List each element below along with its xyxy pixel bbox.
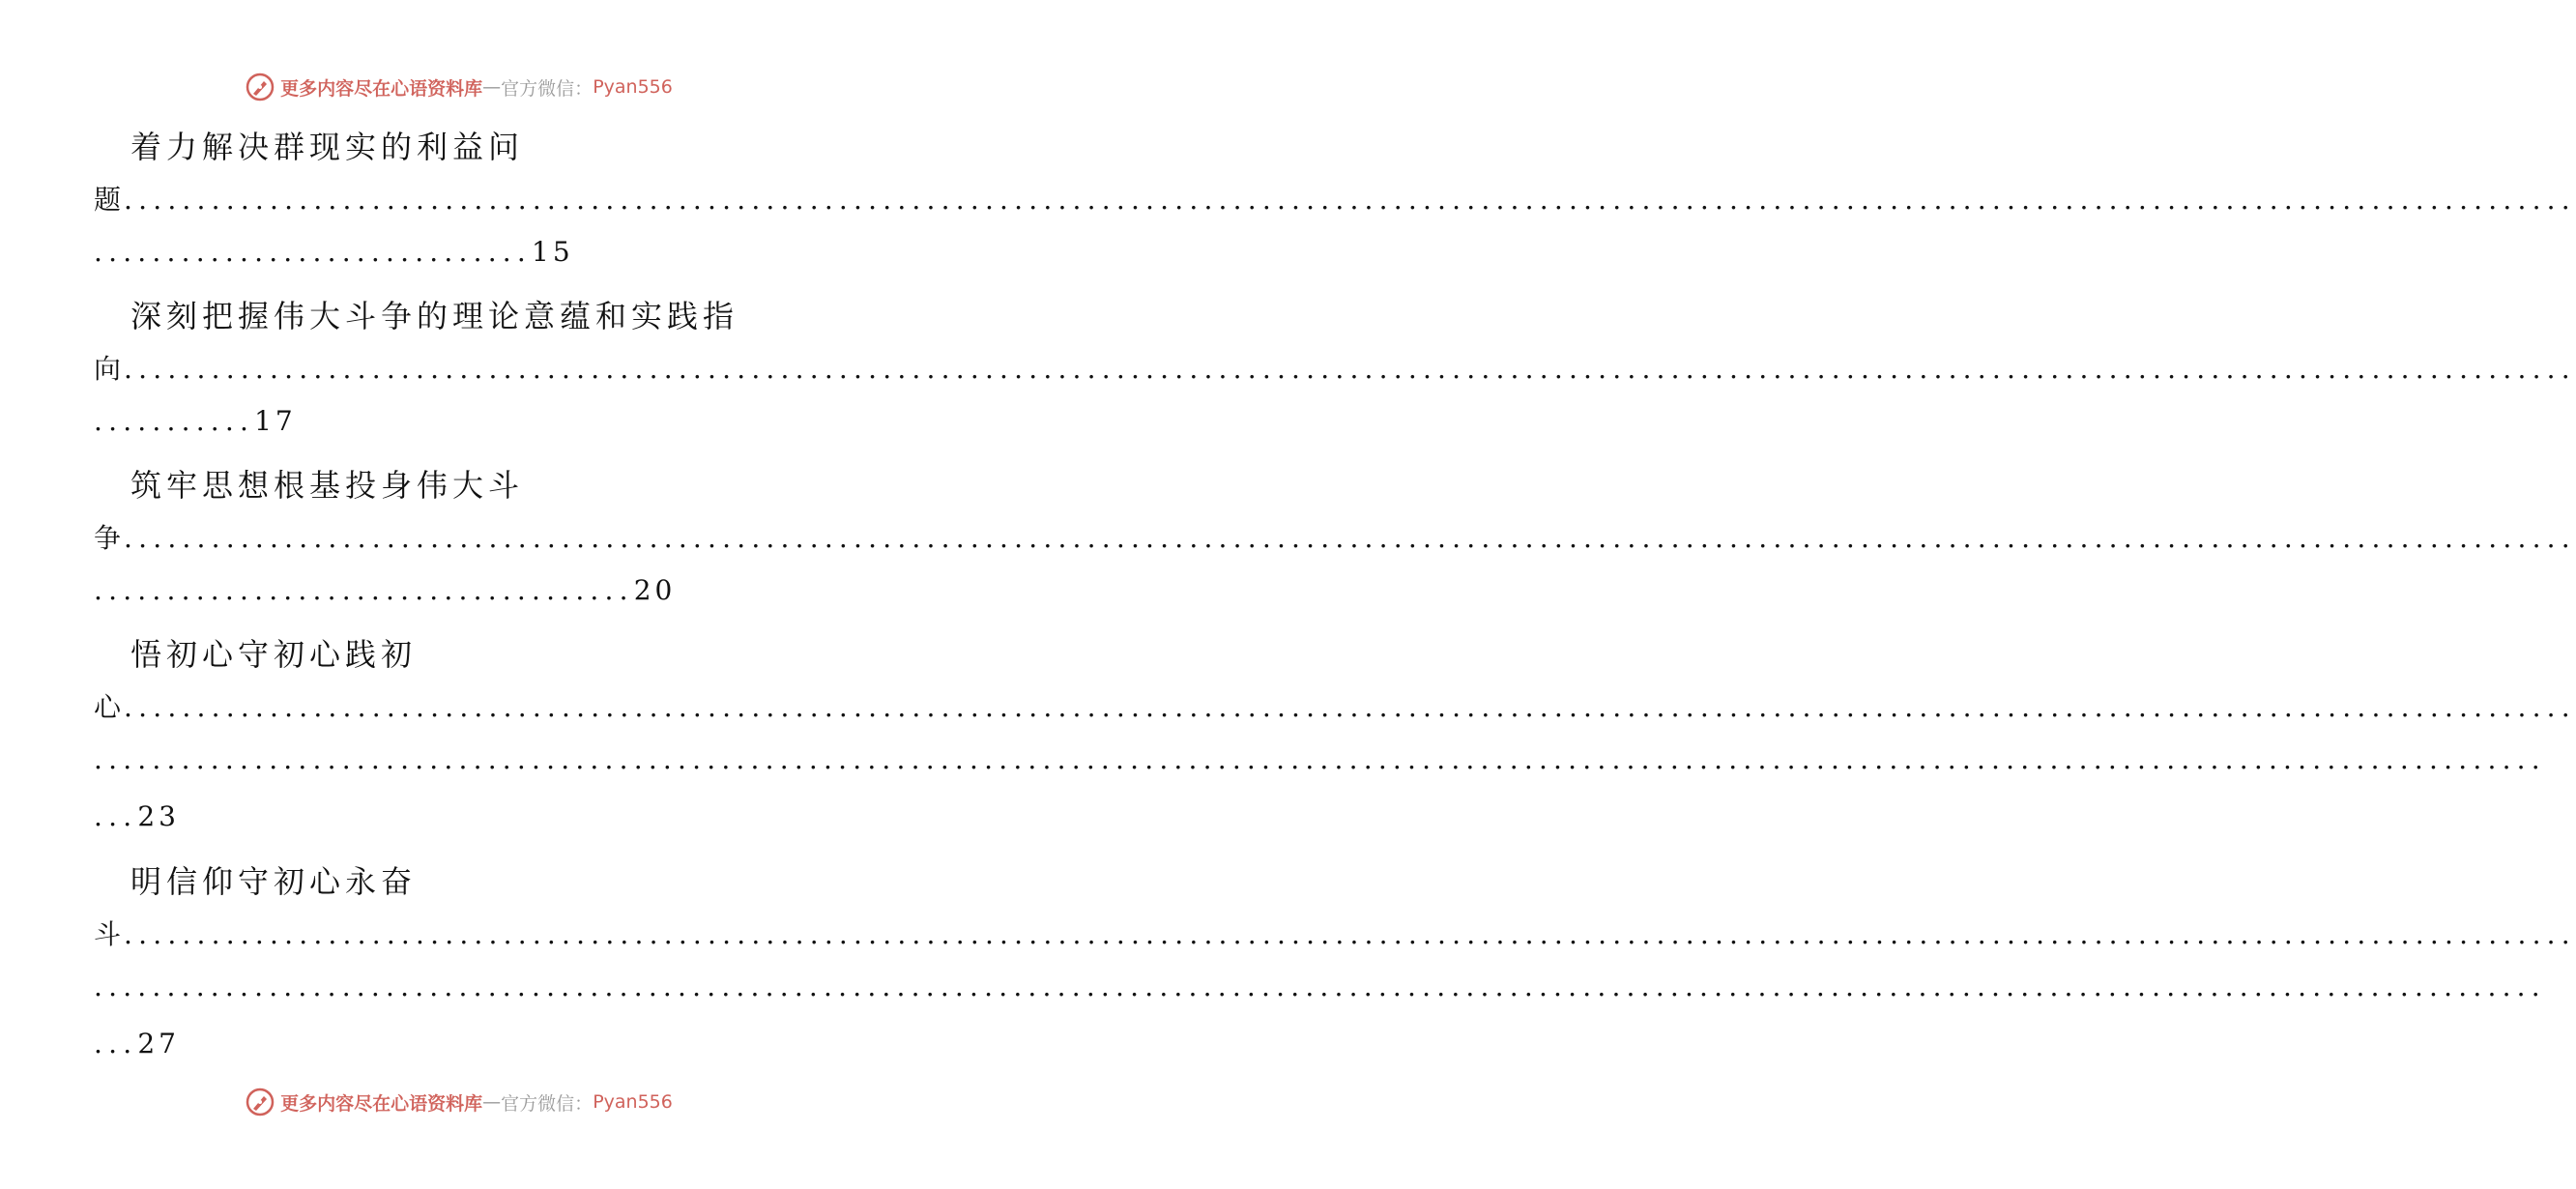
banner-wechat-id: Pyan556 — [593, 76, 673, 98]
toc-leader-line — [94, 914, 2576, 952]
toc-leader-dots: ........................................................................................................................................................................ — [94, 743, 2546, 775]
banner-wechat-id: Pyan556 — [593, 1091, 673, 1113]
banner-site-text: 更多内容尽在心语资料库 — [280, 1092, 483, 1115]
toc-leader-dots: ..................................... — [94, 574, 634, 606]
toc-leader-line-2 — [94, 405, 297, 444]
toc-leader-line — [94, 686, 2576, 725]
pen-logo-icon — [246, 72, 275, 102]
toc-leader-line-2 — [94, 971, 2546, 1009]
toc-leader-dots: ........................................................................................................................................................................ — [124, 918, 2576, 950]
toc-entry-lead-char: 争 — [94, 522, 125, 554]
toc-leader-line — [94, 348, 2576, 387]
banner-official-label: 官方微信： — [501, 77, 593, 100]
toc-entry-lead-char: 心 — [94, 691, 125, 723]
toc-leader-dots: ... — [94, 800, 138, 832]
toc-leader-line-3 — [94, 800, 180, 839]
toc-leader-line — [94, 517, 2576, 556]
toc-entry-title: 着力解决群现实的利益问 — [130, 129, 525, 165]
toc-page-number: 27 — [137, 1028, 180, 1059]
banner-dash: — — [482, 1091, 502, 1113]
toc-leader-line-2 — [94, 236, 574, 275]
toc-page-number: 17 — [254, 405, 297, 437]
toc-page-number: 23 — [137, 800, 180, 832]
toc-leader-dots: ... — [94, 1028, 138, 1059]
toc-leader-dots: .............................. — [94, 236, 533, 268]
toc-leader-dots: ........................................................................................................................................................................ — [124, 184, 2576, 216]
toc-leader-dots: ........................................................................................................................................................................ — [124, 353, 2576, 385]
toc-entry-title: 悟初心守初心践初 — [130, 636, 418, 673]
toc-entry-title: 筑牢思想根基投身伟大斗 — [130, 467, 525, 504]
toc-entry-title: 明信仰守初心永奋 — [130, 863, 418, 900]
toc-leader-line — [94, 179, 2576, 218]
toc-leader-dots: ........................................................................................................................................................................ — [124, 522, 2576, 554]
toc-leader-line-2 — [94, 574, 676, 613]
toc-leader-dots: ........................................................................................................................................................................ — [124, 691, 2576, 723]
toc-page-number: 15 — [532, 236, 574, 268]
toc-leader-line-2 — [94, 743, 2546, 782]
banner-official-label: 官方微信： — [501, 1092, 593, 1115]
footer-banner — [0, 1083, 918, 1121]
toc-entry-lead-char: 向 — [94, 353, 125, 385]
toc-entry-lead-char: 题 — [94, 184, 125, 216]
toc-leader-line-3 — [94, 1028, 180, 1066]
toc-leader-dots: ........... — [94, 405, 255, 437]
toc-leader-dots: ........................................................................................................................................................................ — [94, 971, 2546, 1002]
toc-page-number: 20 — [633, 574, 677, 606]
toc-entry-lead-char: 斗 — [94, 918, 125, 950]
toc-entry-title: 深刻把握伟大斗争的理论意蕴和实践指 — [130, 298, 739, 334]
pen-logo-icon — [246, 1088, 275, 1116]
banner-dash: — — [482, 76, 502, 98]
banner-site-text: 更多内容尽在心语资料库 — [280, 77, 483, 100]
header-banner — [0, 68, 918, 106]
